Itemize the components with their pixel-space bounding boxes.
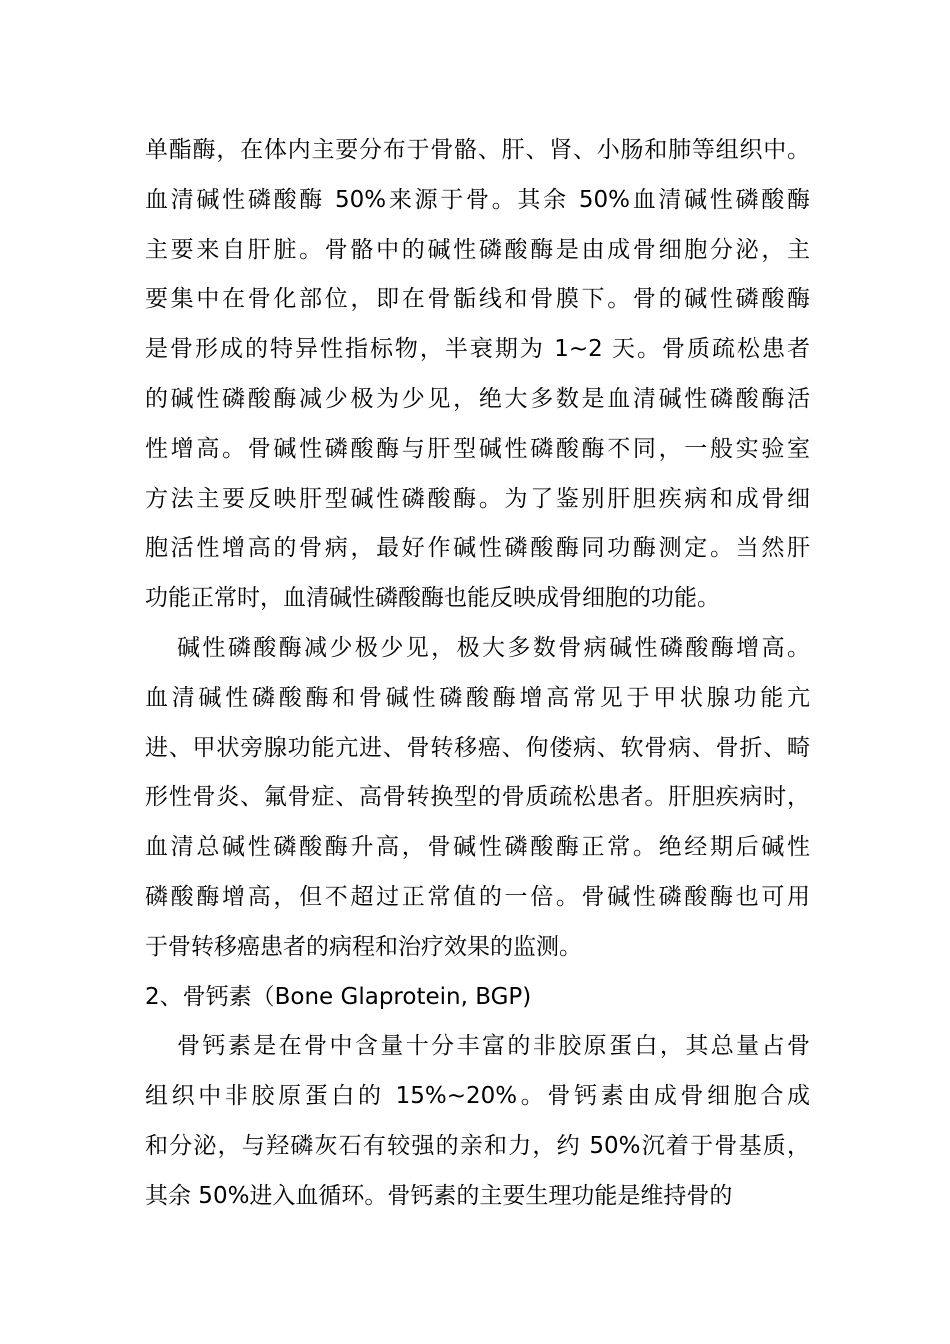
text-line: 和分泌，与羟磷灰石有较强的亲和力，约 50%沉着于骨基质， (145, 1132, 810, 1159)
text-line: 方法主要反映肝型碱性磷酸酶。为了鉴别肝胆疾病和成骨细 (145, 485, 810, 512)
text-line: 骨钙素是在骨中含量十分丰富的非胶原蛋白，其总量占骨 (177, 1033, 810, 1060)
text-line: 磷酸酶增高，但不超过正常值的一倍。骨碱性磷酸酶也可用 (145, 883, 810, 910)
text-line: 血清总碱性磷酸酶升高，骨碱性磷酸酶正常。绝经期后碱性 (145, 834, 810, 861)
text-line: 血清碱性磷酸酶 50%来源于骨。其余 50%血清碱性磷酸酶 (145, 186, 810, 213)
text-line: 进、甲状旁腺功能亢进、骨转移癌、佝偻病、软骨病、骨折、畸 (145, 734, 810, 761)
text-line: 性增高。骨碱性磷酸酶与肝型碱性磷酸酶不同，一般实验室 (145, 435, 810, 462)
text-line: 2、骨钙素（Bone Glaprotein, BGP) (145, 983, 532, 1010)
text-line: 碱性磷酸酶减少极少见，极大多数骨病碱性磷酸酶增高。 (177, 634, 810, 661)
text-line: 其余 50%进入血循环。骨钙素的主要生理功能是维持骨的 (145, 1182, 733, 1209)
text-line: 主要来自肝脏。骨骼中的碱性磷酸酶是由成骨细胞分泌，主 (145, 236, 810, 263)
text-line: 要集中在骨化部位，即在骨骺线和骨膜下。骨的碱性磷酸酶 (145, 286, 810, 313)
text-line: 胞活性增高的骨病，最好作碱性磷酸酶同功酶测定。当然肝 (145, 535, 810, 562)
text-line: 于骨转移癌患者的病程和治疗效果的监测。 (145, 933, 582, 960)
text-line: 形性骨炎、氟骨症、高骨转换型的骨质疏松患者。肝胆疾病时， (145, 784, 810, 811)
text-line: 是骨形成的特异性指标物，半衰期为 1~2 天。骨质疏松患者 (145, 336, 810, 363)
text-line: 组织中非胶原蛋白的 15%~20%。骨钙素由成骨细胞合成 (145, 1083, 810, 1110)
text-line: 血清碱性磷酸酶和骨碱性磷酸酶增高常见于甲状腺功能亢 (145, 684, 810, 711)
text-line: 功能正常时，血清碱性磷酸酶也能反映成骨细胞的功能。 (145, 585, 720, 612)
text-line: 的碱性磷酸酶减少极为少见，绝大多数是血清碱性磷酸酶活 (145, 385, 810, 412)
text-line: 单酯酶，在体内主要分布于骨骼、肝、肾、小肠和肺等组织中。 (145, 137, 810, 163)
document-body (145, 126, 810, 1222)
